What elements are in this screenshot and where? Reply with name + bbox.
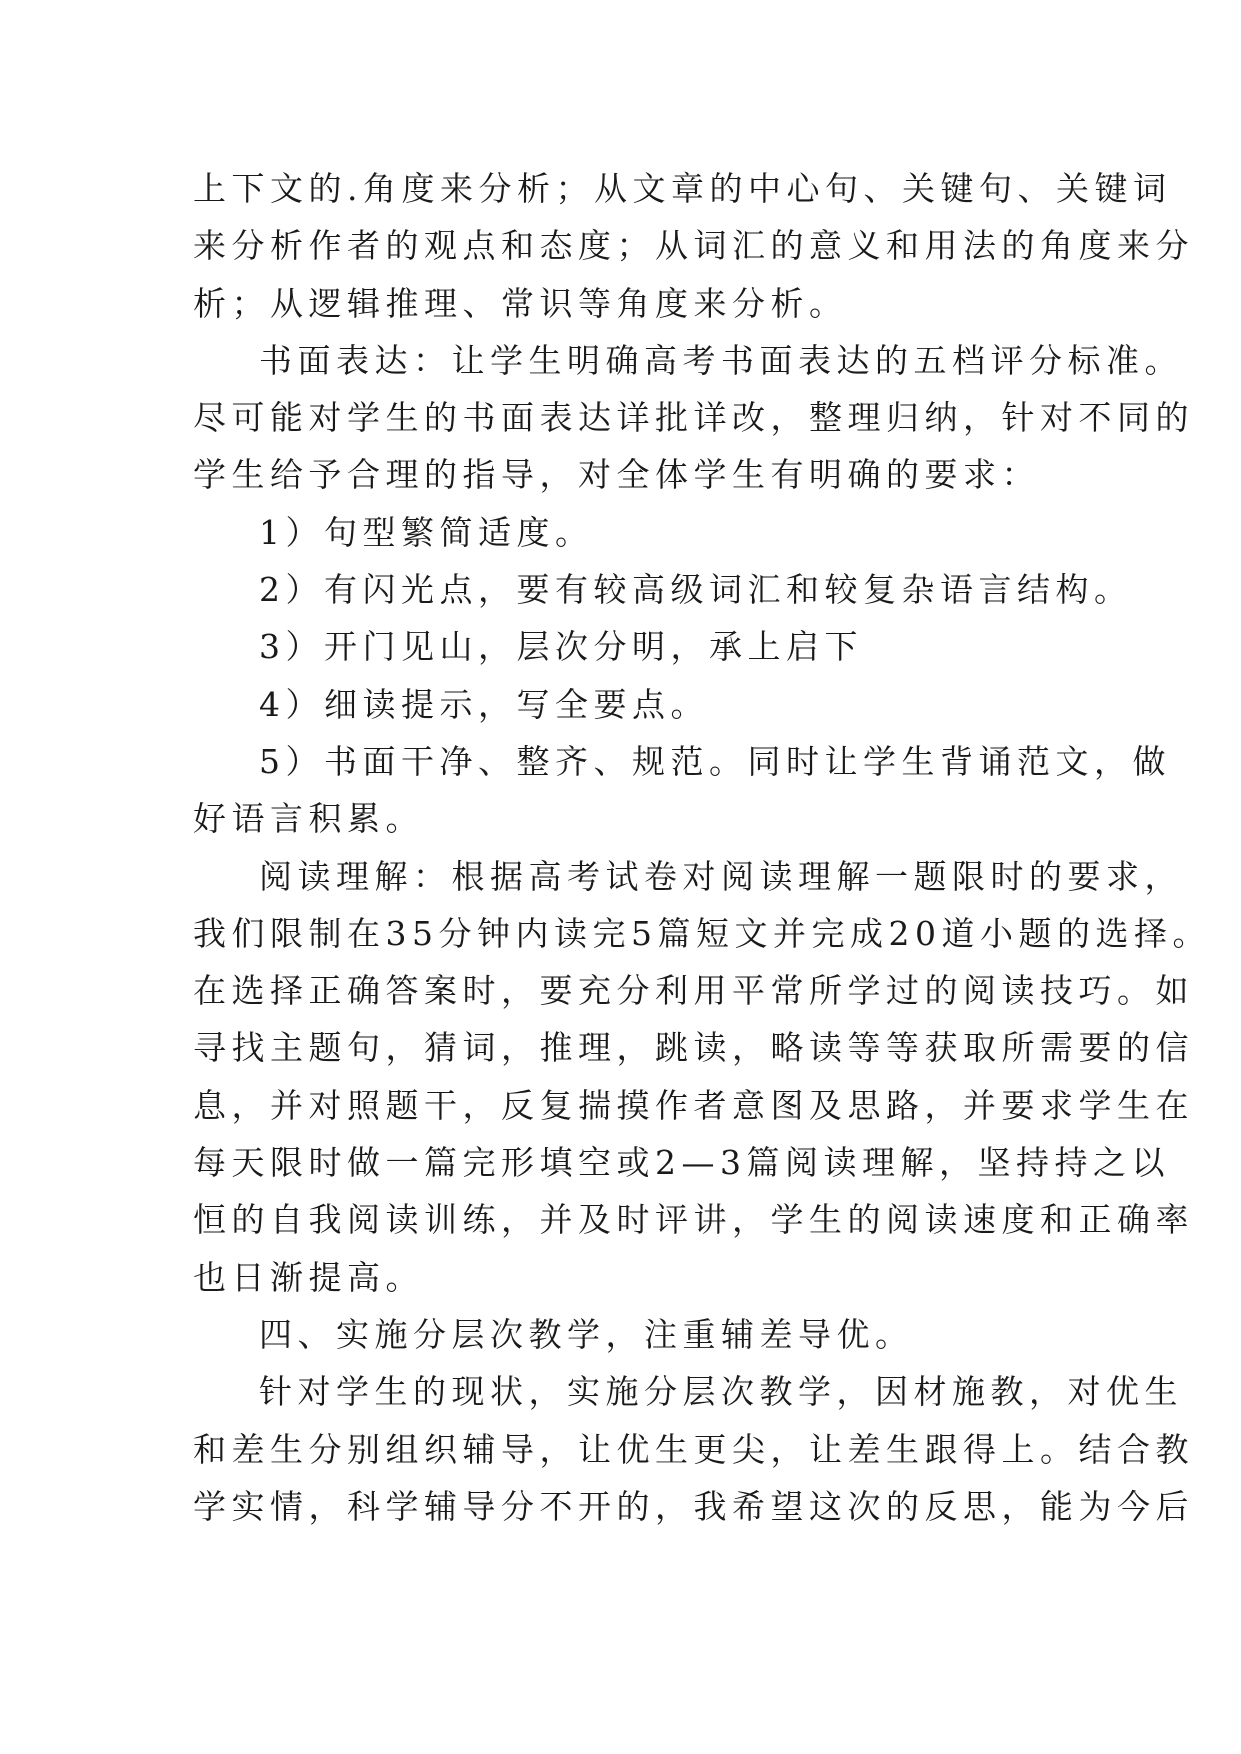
text-line: 上下文的.角度来分析；从文章的中心句、关键句、关键词 — [193, 169, 1172, 208]
text-line: 寻找主题句，猜词，推理，跳读，略读等等获取所需要的信 — [193, 1028, 1194, 1068]
text-line: 和差生分别组织辅导，让优生更尖，让差生跟得上。结合教 — [193, 1429, 1194, 1469]
text-line: 2）有闪光点，要有较高级词汇和较复杂语言结构。 — [259, 570, 1133, 610]
text-line: 也日渐提高。 — [193, 1257, 424, 1297]
text-line: 书面表达：让学生明确高考书面表达的五档评分标准。 — [259, 340, 1183, 380]
text-line: 每天限时做一篇完形填空或2—3篇阅读理解，坚持持之以 — [193, 1143, 1170, 1183]
text-line: 学实情，科学辅导分不开的，我希望这次的反思，能为今后 — [193, 1486, 1194, 1526]
text-line: 好语言积累。 — [193, 799, 424, 839]
text-line: 析；从逻辑推理、常识等角度来分析。 — [193, 283, 848, 323]
text-line: 在选择正确答案时，要充分利用平常所学过的阅读技巧。如 — [193, 971, 1194, 1011]
text-line: 4）细读提示，写全要点。 — [259, 684, 709, 724]
text-line: 1）句型繁简适度。 — [259, 512, 594, 552]
text-line: 针对学生的现状，实施分层次教学，因材施教，对优生 — [259, 1372, 1183, 1412]
text-line: 3）开门见山，层次分明，承上启下 — [259, 627, 863, 667]
text-line: 恒的自我阅读训练，并及时评讲，学生的阅读速度和正确率 — [193, 1200, 1194, 1240]
text-line: 四、实施分层次教学，注重辅差导优。 — [259, 1314, 914, 1354]
text-line: 来分析作者的观点和态度；从词汇的意义和用法的角度来分 — [193, 226, 1194, 266]
text-line: 息，并对照题干，反复揣摸作者意图及思路，并要求学生在 — [193, 1085, 1194, 1125]
text-line: 尽可能对学生的书面表达详批详改，整理归纳，针对不同的 — [193, 398, 1194, 438]
text-line: 5）书面干净、整齐、规范。同时让学生背诵范文，做 — [259, 741, 1171, 781]
text-line: 学生给予合理的指导，对全体学生有明确的要求： — [193, 455, 1040, 495]
text-line: 阅读理解：根据高考试卷对阅读理解一题限时的要求， — [259, 856, 1183, 896]
text-line: 我们限制在35分钟内读完5篇短文并完成20道小题的选择。 — [193, 913, 1211, 953]
document-body — [193, 160, 1211, 1535]
